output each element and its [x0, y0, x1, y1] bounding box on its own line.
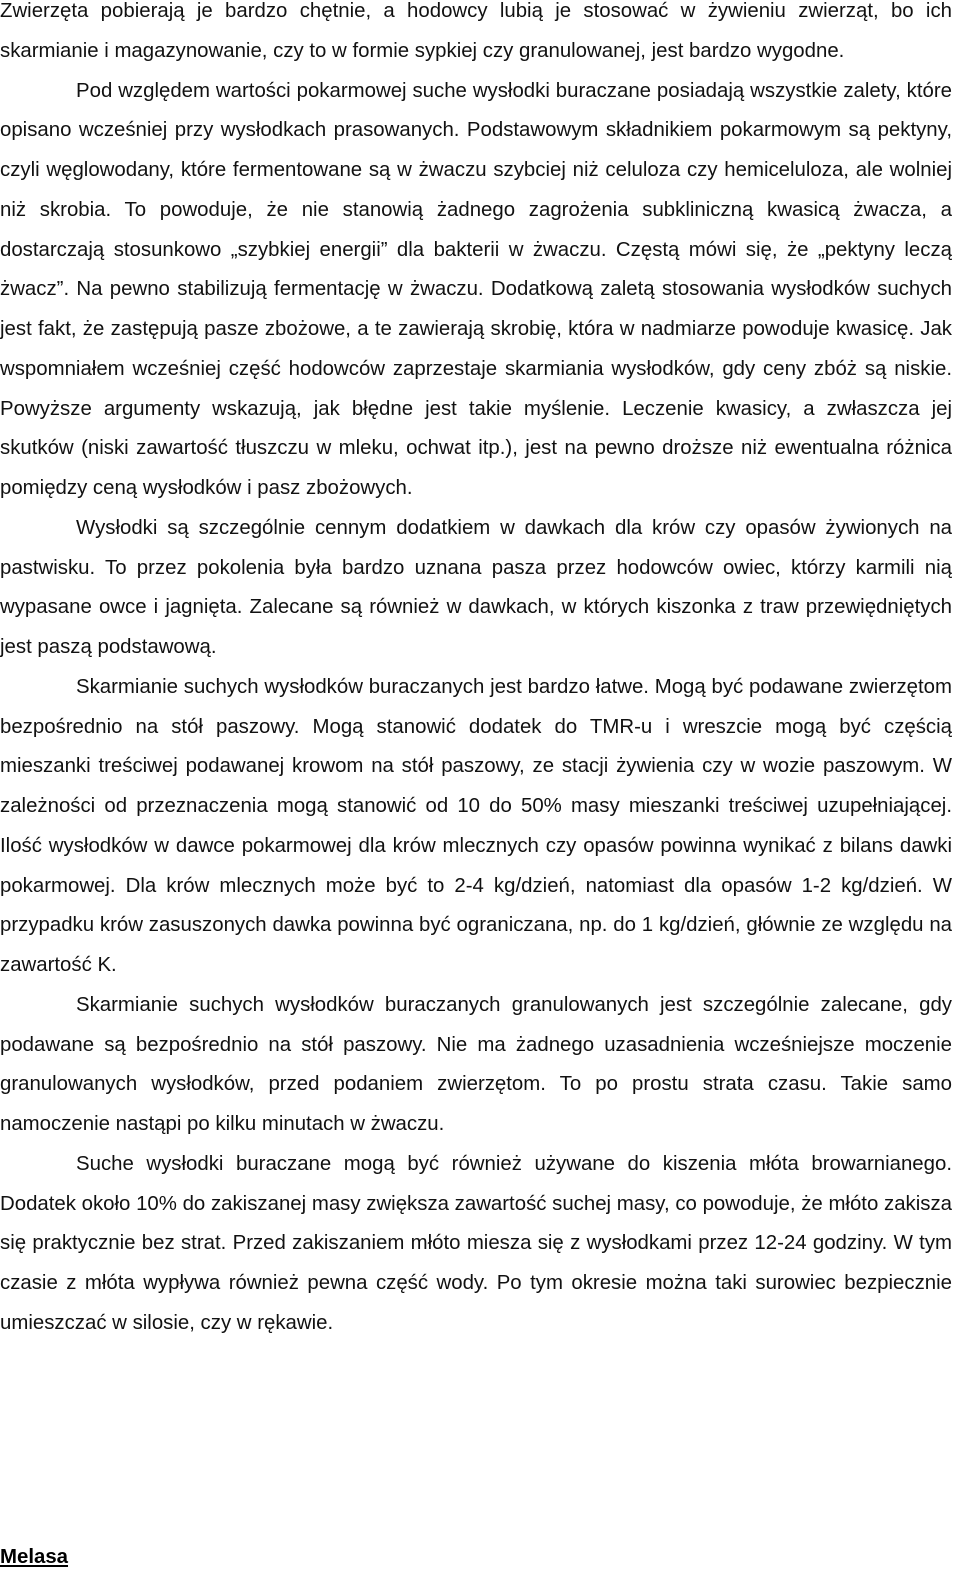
paragraph-6: Suche wysłodki buraczane mogą być również używane do kiszenia młóta browarnianego. Dodatek około 10% do zakiszanej masy zwiększa zawartość suchej masy, co powoduje, że młóto zakisza się praktycznie bez strat. Przed zakiszaniem młóto miesza się z wysłodkami przez 12-24 godziny. W tym czasie z młóta wypływa również pewna część wody. Po tym okresie można taki surowiec bezpiecznie umieszczać w silosie, czy w rękawie. [0, 1152, 952, 1334]
paragraph-2: Pod względem wartości pokarmowej suche wysłodki buraczane posiadają wszystkie zalety, które opisano wcześniej przy wysłodkach prasowanych. Podstawowym składnikiem pokarmowym są pektyny, czyli węglowodany, które fermentowane są w żwaczu szybciej niż celuloza czy hemiceluloza, ale wolniej niż skrobia. To powoduje, że nie stanowią żadnego zagrożenia subkliniczną kwasicą żwacza, a dostarczają stosunkowo „szybkiej energii” dla bakterii w żwaczu. Częstą mówi się, że „pektyny leczą żwacz”. Na pewno stabilizują fermentację w żwaczu. Dodatkową zaletą stosowania wysłodków suchych jest fakt, że zastępują pasze zbożowe, a te zawierają skrobię, która w nadmiarze powoduje kwasicę. Jak wspomniałem wcześniej część hodowców zaprzestaje skarmiania wysłodków, gdy ceny zbóż są niskie. Powyższe argumenty wskazują, jak błędne jest takie myślenie. Leczenie kwasicy, a zwłaszcza jej skutków (niski zawartość tłuszczu w mleku, ochwat itp.), jest na pewno droższe niż ewentualna różnica pomiędzy ceną wysłodków i pasz zbożowych. [0, 79, 952, 499]
section-heading: Melasa [0, 1546, 69, 1568]
paragraph-5: Skarmianie suchych wysłodków buraczanych granulowanych jest szczególnie zalecane, gdy podawane są bezpośrednio na stół paszowy. Nie ma żadnego uzasadnienia wcześniejsze moczenie granulowanych wysłodków, przed podaniem zwierzętom. To po prostu strata czasu. Takie samo namoczenie nastąpi po kilku minutach w żwaczu. [0, 993, 952, 1135]
paragraph-4: Skarmianie suchych wysłodków buraczanych jest bardzo łatwe. Mogą być podawane zwierzętom bezpośrednio na stół paszowy. Mogą stanowić dodatek do TMR-u i wreszcie mogą być częścią mieszanki treściwej podawanej krowom na stół paszowy, ze stacji żywienia czy w wozie paszowym. W zależności od przeznaczenia mogą stanowić od 10 do 50% masy mieszanki treściwej uzupełniającej. Ilość wysłodków w dawce pokarmowej dla krów mlecznych czy opasów powinna wynikać z bilans dawki pokarmowej. Dla krów mlecznych może być to 2-4 kg/dzień, natomiast dla opasów 1-2 kg/dzień. W przypadku krów zasuszonych dawka powinna być ograniczana, np. do 1 kg/dzień, głównie ze względu na zawartość K. [0, 675, 952, 976]
paragraph-3: Wysłodki są szczególnie cennym dodatkiem w dawkach dla krów czy opasów żywionych na pastwisku. To przez pokolenia była bardzo uznana pasza przez hodowców owiec, którzy karmili nią wypasane owce i jagnięta. Zalecane są również w dawkach, w których kiszonka z traw przewiędniętych jest paszą podstawową. [0, 516, 952, 658]
paragraph-1: Zwierzęta pobierają je bardzo chętnie, a hodowcy lubią je stosować w żywieniu zwierząt, bo ich skarmianie i magazynowanie, czy to w formie sypkiej czy granulowanej, jest bardzo wygodne. [0, 0, 952, 62]
